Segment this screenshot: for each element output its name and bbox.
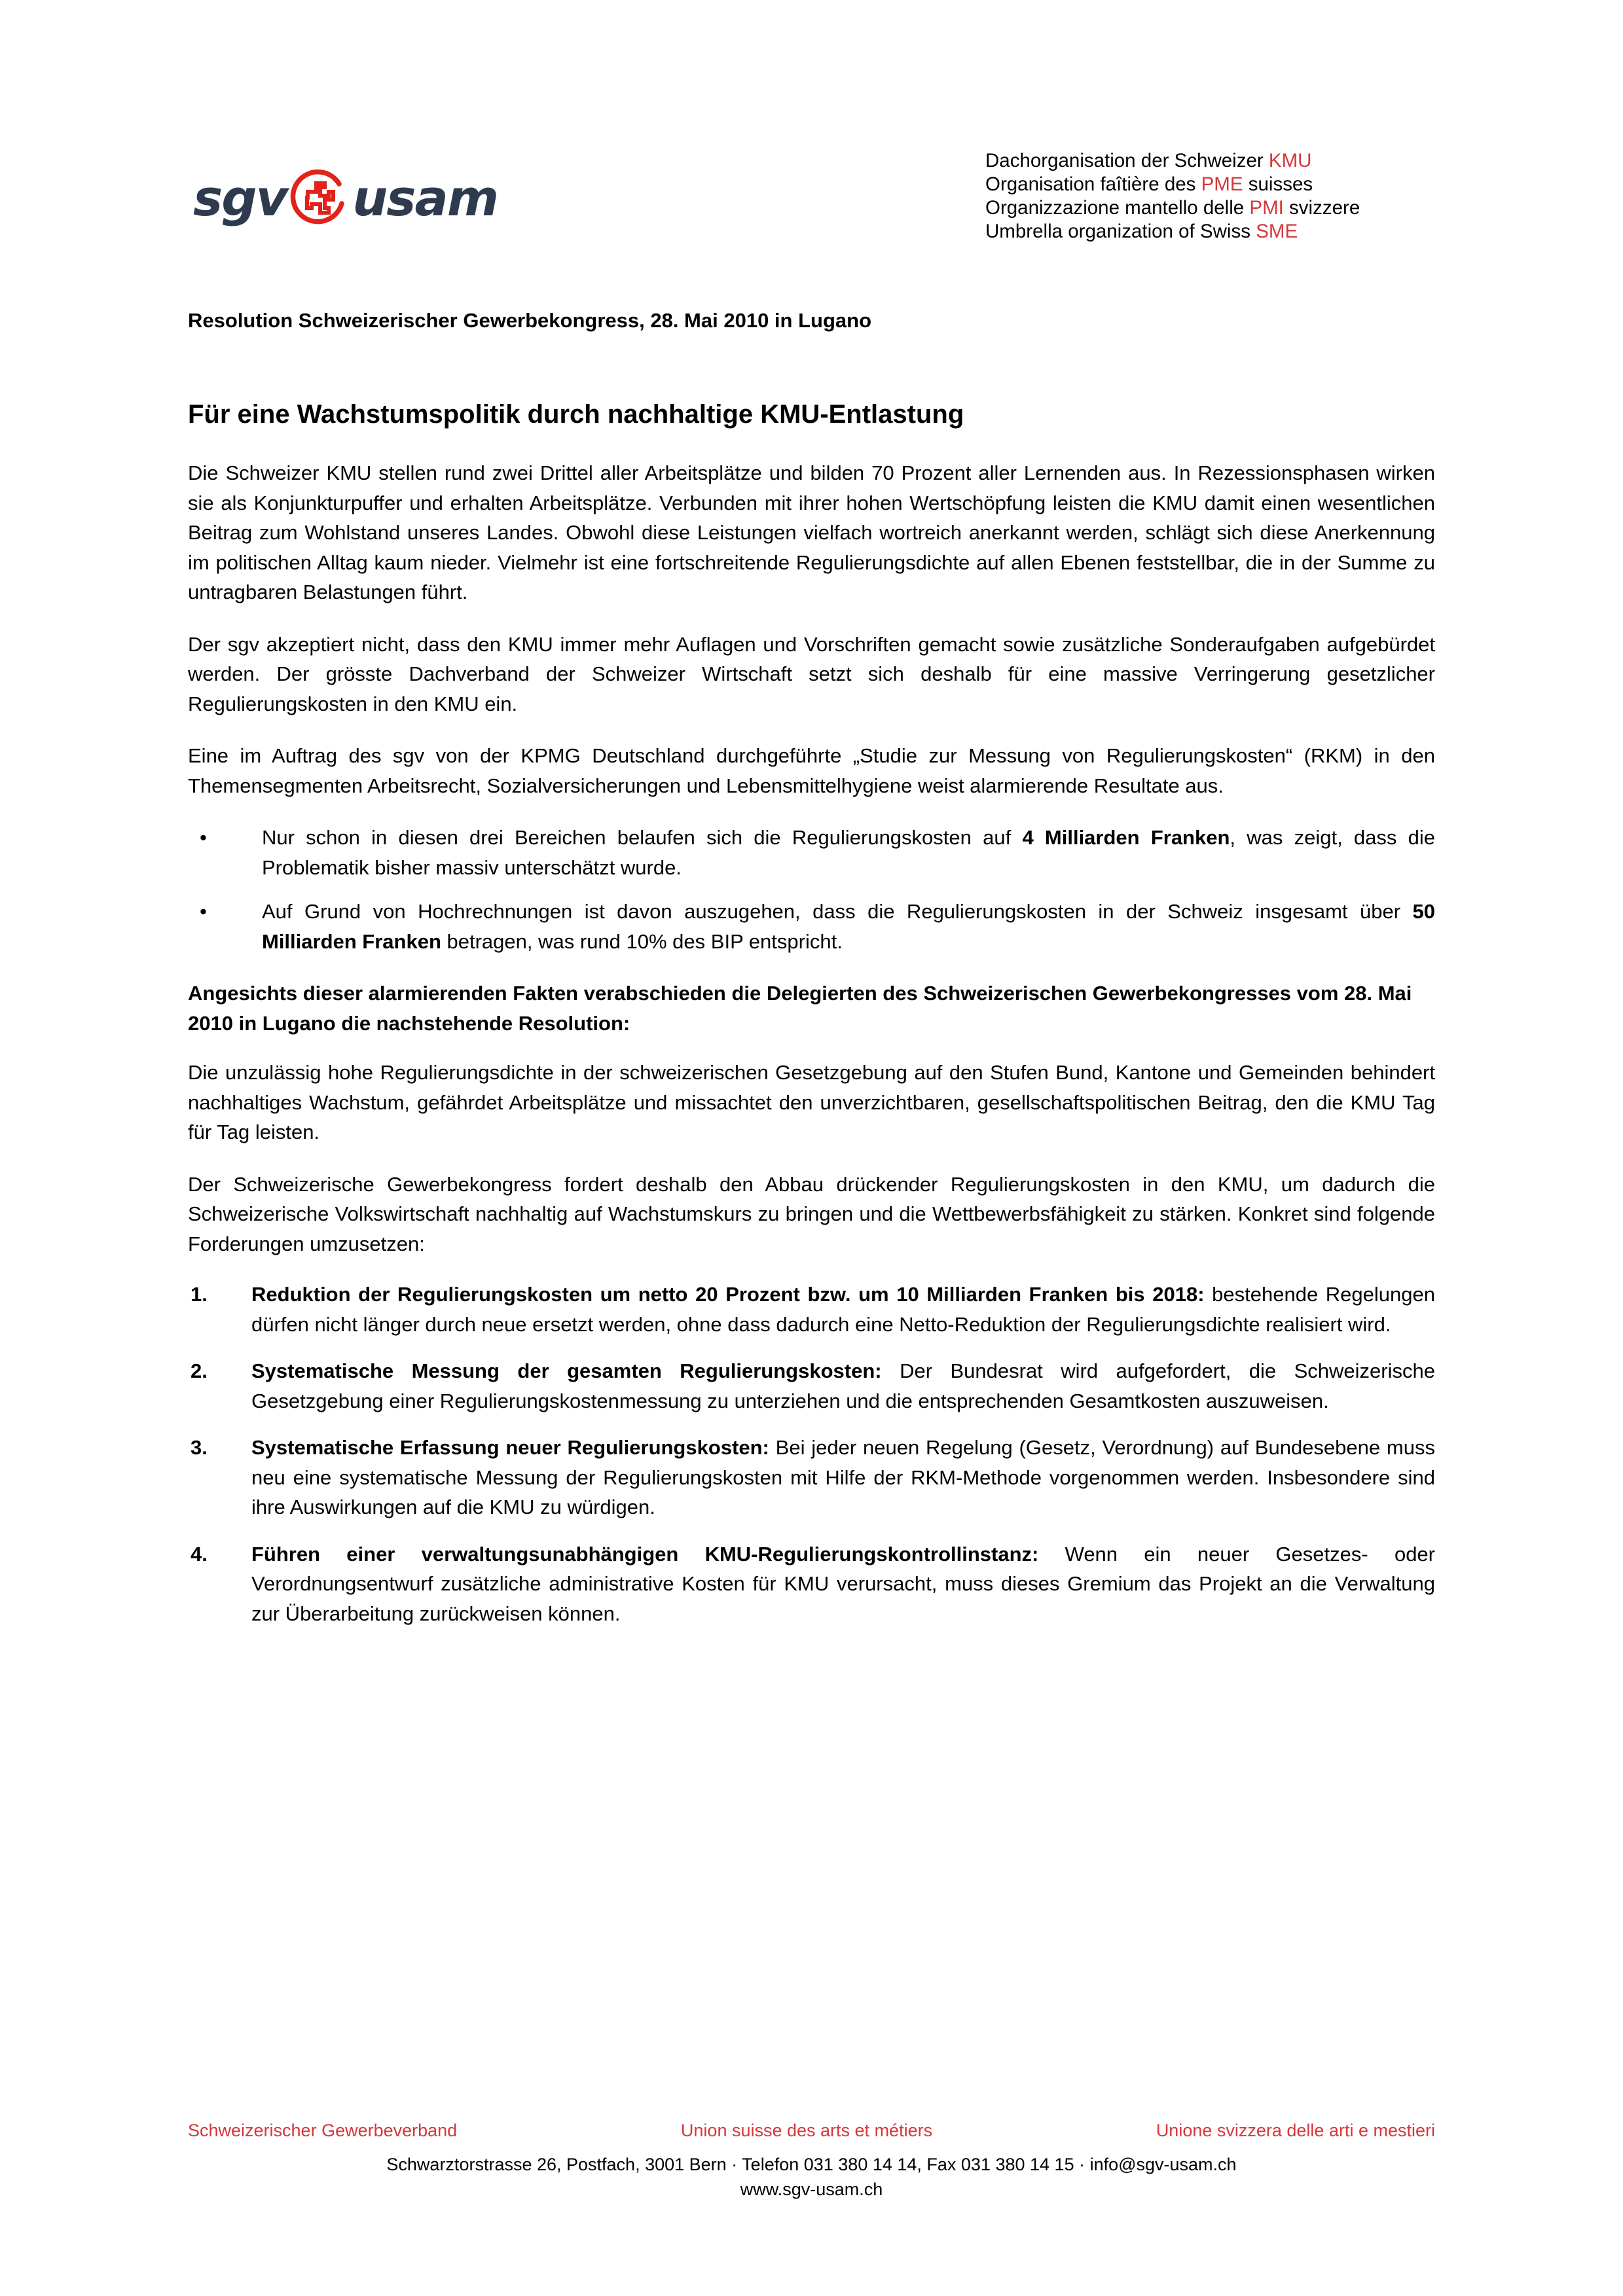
demand-lead: Reduktion der Regulierungskosten um netto 20 Prozent bzw. um 10 Milliarden Franken bis 2018: [251, 1283, 1205, 1306]
bullet-emphasis: 50 Milliarden Franken [262, 900, 1435, 953]
bullet-text-after: , was zeigt, dass die Problematik bisher massiv unterschätzt wurde. [262, 826, 1435, 879]
list-item [188, 1433, 1435, 1522]
page-header [188, 149, 1435, 280]
header-lang-accent-pmi: PMI [1249, 197, 1284, 219]
bullet-emphasis: 4 Milliarden Franken [1022, 826, 1230, 849]
bullet-text-after: betragen, was rund 10% des BIP entspricht. [441, 929, 843, 953]
paragraph-regulation-density: Die unzulässig hohe Regulierungsdichte in der schweizerischen Gesetzgebung auf den Stufen Bund, Kantone und Gemeinden behindert nachhaltiges Wachstum, gefährdet Arbeitsplätze und missachtet den unverzichtbaren, gesellschaftspolitischen Beitrag, den die KMU Tag für Tag leisten. [188, 1061, 1435, 1143]
paragraph-demands-intro: Der Schweizerische Gewerbekongress fordert deshalb den Abbau drückender Regulierungskosten in den KMU, um dadurch die Schweizerische Volkswirtschaft nachhaltig auf Wachstumskurs zu bringen und die Wettbewerbsfähigkeit zu stärken. Konkret sind folgende Forderungen umzusetzen: [188, 1172, 1435, 1255]
header-lang-suffix-it: svizzere [1283, 197, 1360, 219]
list-item [188, 1356, 1435, 1416]
header-language-line [985, 220, 1360, 243]
header-lang-accent-pme: PME [1201, 173, 1243, 195]
demand-lead: Systematische Erfassung neuer Regulierungskosten: [251, 1436, 769, 1459]
header-lang-prefix-fr: Organisation faîtière des [985, 173, 1201, 195]
number-marker: 2. [191, 1359, 208, 1382]
demand-lead: Führen einer verwaltungsunabhängigen KMU-Regulierungskontrollinstanz: [251, 1542, 1039, 1566]
paragraph-kpmg-study: Eine im Auftrag des sgv von der KPMG Deutschland durchgeführte „Studie zur Messung von Regulierungskosten“ (RKM) in den Themensegmenten Arbeitsrecht, Sozialversicherungen und Lebensmittelhygiene weist alarmierende Resultate aus. [188, 744, 1435, 797]
footer-org-fr: Union suisse des arts et métiers [680, 2121, 933, 2140]
footer-website[interactable]: www.sgv-usam.ch [740, 2179, 883, 2199]
bullet-text-before: Auf Grund von Hochrechnungen ist davon auszugehen, dass die Regulierungskosten in der Schweiz insgesamt über [262, 900, 1413, 923]
demand-body: Der Bundesrat wird aufgefordert, die Schweizerische Gesetzgebung einer Regulierungskostenmessung zu unterziehen und die entsprechenden Gesamtkosten auszuweisen. [251, 1359, 1435, 1412]
document-body [188, 308, 1435, 1628]
list-item [188, 897, 1435, 956]
page-title: Für eine Wachstumspolitik durch nachhaltige KMU-Entlastung [188, 400, 964, 429]
bullet-text-before: Nur schon in diesen drei Bereichen belaufen sich die Regulierungskosten auf [262, 826, 1023, 849]
demand-body: Bei jeder neuen Regelung (Gesetz, Verordnung) auf Bundesebene muss neu eine systematische Messung der Regulierungskosten mit Hilfe der RKM-Methode vorgenommen werden. Insbesondere sind ihre Auswirkungen auf die KMU zu würdigen. [251, 1436, 1435, 1518]
header-lang-prefix-en: Umbrella organization of Swiss [985, 221, 1256, 242]
resolution-subtitle: Resolution Schweizerischer Gewerbekongress, 28. Mai 2010 in Lugano [188, 309, 872, 332]
header-lang-accent-sme: SME [1256, 221, 1298, 242]
number-marker: 3. [191, 1436, 208, 1459]
sgv-usam-logo [193, 162, 498, 234]
footer-org-it: Unione svizzera delle arti e mestieri [1156, 2121, 1435, 2140]
paragraph-resolution-lead: Angesichts dieser alarmierenden Fakten verabschieden die Delegierten des Schweizerischen Gewerbekongresses vom 28. Mai 2010 in Lugano die nachstehende Resolution: [188, 982, 1412, 1035]
header-language-line [985, 173, 1360, 196]
paragraph-intro: Die Schweizer KMU stellen rund zwei Drittel aller Arbeitsplätze und bilden 70 Prozent aller Lernenden aus. In Rezessionsphasen wirken sie als Konjunkturpuffer und erhalten Arbeitsplätze. Verbunden mit ihrer hohen Wertschöpfung leisten die KMU damit einen wesentlichen Beitrag zum Wohlstand unseres Landes. Obwohl diese Leistungen vielfach wortreich anerkannt werden, schlägt sich diese Anerkennung im politischen Alltag kaum nieder. Vielmehr ist eine fortschreitende Regulierungsdichte auf allen Ebenen feststellbar, die in der Summe zu untragbaren Belastungen führt. [188, 461, 1435, 603]
header-lang-prefix-de: Dachorganisation der Schweizer [985, 150, 1269, 171]
findings-bullet-list [188, 823, 1435, 956]
demand-body: Wenn ein neuer Gesetzes- oder Verordnungsentwurf zusätzliche administrative Kosten für KMU verursacht, muss dieses Gremium das Projekt an die Verwaltung zur Überarbeitung zurückweisen können. [251, 1542, 1435, 1625]
bullet-marker: • [200, 826, 207, 849]
number-marker: 4. [191, 1542, 208, 1566]
header-language-lines [985, 149, 1360, 243]
header-language-line [985, 196, 1360, 220]
footer-contact-line: Schwarztorstrasse 26, Postfach, 3001 Bern · Telefon 031 380 14 14, Fax 031 380 14 15 · info@sgv-usam.ch [386, 2155, 1237, 2174]
logo-word-sgv: sgv [193, 169, 287, 227]
bullet-marker: • [200, 900, 207, 923]
footer-org-de: Schweizerischer Gewerbeverband [188, 2121, 458, 2140]
list-item [188, 1539, 1435, 1629]
header-lang-prefix-it: Organizzazione mantello delle [985, 197, 1250, 219]
header-language-line [985, 149, 1360, 173]
header-lang-suffix-fr: suisses [1243, 173, 1313, 195]
logo-word-usam: usam [352, 169, 498, 227]
list-item [188, 823, 1435, 882]
paragraph-sgv-position: Der sgv akzeptiert nicht, dass den KMU immer mehr Auflagen und Vorschriften gemacht sowie zusätzliche Sonderaufgaben aufgebürdet werden. Der grösste Dachverband der Schweizer Wirtschaft setzt sich deshalb für eine massive Verringerung gesetzlicher Regulierungskosten in den KMU ein. [188, 632, 1435, 715]
header-lang-accent-kmu: KMU [1268, 150, 1312, 171]
demands-numbered-list [188, 1280, 1435, 1628]
page-footer [188, 2119, 1435, 2202]
demand-body: bestehende Regelungen dürfen nicht länger durch neue ersetzt werden, ohne dass dadurch eine Netto-Reduktion der Regulierungsdichte realisiert wird. [251, 1283, 1435, 1336]
list-item [188, 1280, 1435, 1339]
number-marker: 1. [191, 1283, 208, 1306]
footer-organization-names [188, 2119, 1435, 2142]
demand-lead: Systematische Messung der gesamten Regulierungskosten: [251, 1359, 882, 1382]
swiss-cross-ring-emblem-icon [288, 167, 351, 230]
